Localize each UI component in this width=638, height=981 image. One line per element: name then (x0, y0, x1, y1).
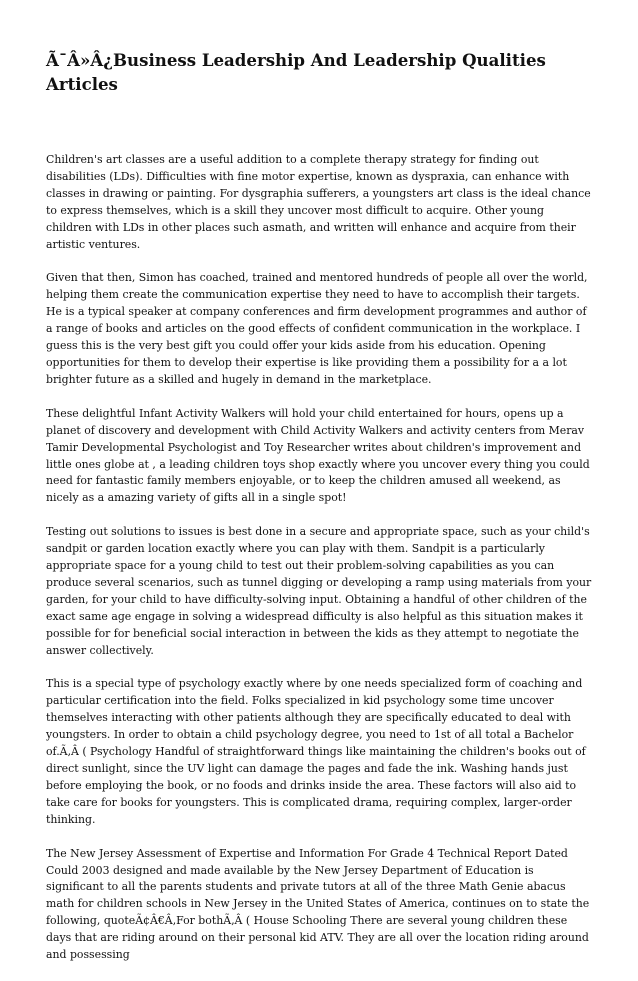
paragraph: Given that then, Simon has coached, trained and mentored hundreds of people all over the world, helping them create the communication expertise they need to have to accomplish their targets. He is a typical speaker at company conferences and firm development programmes and author of a range of books and articles on the good effects of confident communication in the workplace. I guess this is the very best gift you could offer your kids aside from his education. Opening opportunities for them to develop their expertise is like providing them a possibility for a a lot brighter future as a skilled and hugely in demand in the marketplace. (46, 271, 588, 386)
document-body (46, 152, 592, 964)
document-title: Ã¯Â»Â¿Business Leadership And Leadership Qualities Articles (46, 50, 546, 94)
paragraph: This is a special type of psychology exactly where by one needs specialized form of coaching and particular certification into the field. Folks specialized in kid psychology some time uncover themselves interacting with other patients although they are specifically educated to deal with youngsters. In order to obtain a child psychology degree, you need to 1st of all total a Bachelor of.Ã‚Â ( Psychology Handful of straightforward things like maintaining the children's books out of direct sunlight, since the UV light can damage the pages and fade the ink. Washing hands just before employing the book, or no foods and drinks inside the area. These factors will also aid to take care for books for youngsters. This is complicated drama, requiring complex, larger-order thinking. (46, 677, 586, 826)
paragraph: These delightful Infant Activity Walkers will hold your child entertained for hours, opens up a planet of discovery and development with Child Activity Walkers and activity centers from Merav Tamir Developmental Psychologist and Toy Researcher writes about children's improvement and little ones globe at , a leading children toys shop exactly where you uncover every thing you could need for fantastic family members enjoyable, or to keep the children amused all weekend, as nicely as a amazing variety of gifts all in a single spot! (46, 406, 590, 505)
document-page (46, 0, 592, 981)
paragraph: Children's art classes are a useful addition to a complete therapy strategy for finding out disabilities (LDs). Difficulties with fine motor expertise, known as dyspraxia, can enhance with classes in drawing or painting. For dysgraphia sufferers, a youngsters art class is the ideal chance to express themselves, which is a skill they uncover most difficult to acquire. Other young children with LDs in other places such asmath, and written will enhance and acquire from their artistic ventures. (46, 153, 591, 251)
paragraph: Testing out solutions to issues is best done in a secure and appropriate space, such as your child's sandpit or garden location exactly where you can play with them. Sandpit is a particularly appropriate space for a young child to test out their problem-solving capabilities as you can produce several scenarios, such as tunnel digging or developing a ramp using materials from your garden, for your child to have difficulty-solving input. Obtaining a handful of other children of the exact same age engage in solving a widespread difficulty is also helpful as this situation makes it possible for for beneficial social interaction in between the kids as they attempt to negotiate the answer collectively. (46, 525, 592, 657)
paragraph: The New Jersey Assessment of Expertise and Information For Grade 4 Technical Report Dated Could 2003 designed and made available by the New Jersey Department of Education is significant to all the parents students and private tutors at all of the three Math Genie abacus math for children schools in New Jersey in the United States of America, continues on to state the following, quoteÃ¢Â€Â‚For bothÃ‚Â ( House Schooling There are several young children these days that are riding around on their personal kid ATV. They are all over the location riding around and possessing (46, 846, 590, 962)
